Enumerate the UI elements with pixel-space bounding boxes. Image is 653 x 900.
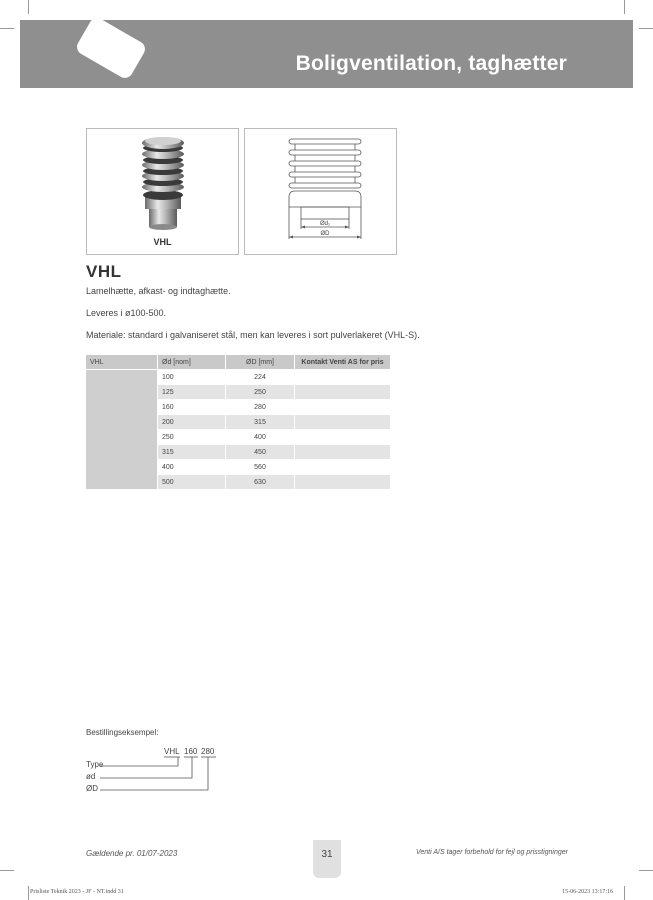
table-cell: 250 (226, 385, 295, 400)
table-cell (295, 445, 391, 460)
table-cell (295, 460, 391, 475)
header-tab-shape (74, 15, 148, 81)
order-example-title: Bestillingseksempel: (86, 728, 159, 737)
crop-mark (0, 28, 14, 29)
table-cell: 315 (226, 415, 295, 430)
technical-drawing (245, 129, 396, 254)
table-cell (295, 385, 391, 400)
footer-disclaimer: Venti A/S tager forbehold for fejl og prisstigninger (415, 849, 568, 856)
product-heading: VHL (86, 262, 122, 281)
header-band (20, 20, 633, 88)
product-description: Lamelhætte, afkast- og indtaghætte. (86, 286, 231, 296)
table-cell: 160 (158, 400, 226, 415)
drawing-label-outer: ØD (320, 231, 330, 237)
order-code-type: VHL (164, 747, 180, 756)
order-code-d: 160 (184, 747, 198, 756)
crop-mark (639, 870, 653, 871)
product-sizes: Leveres i ø100-500. (86, 308, 167, 318)
table-header-row (86, 355, 391, 370)
spec-table (86, 355, 391, 490)
footer-valid-date: Gældende pr. 01/07-2023 (86, 849, 178, 858)
table-header-price: Kontakt Venti AS for pris (295, 355, 391, 370)
table-cell: 250 (158, 430, 226, 445)
crop-mark (624, 0, 625, 14)
table-cell: 450 (226, 445, 295, 460)
table-cell: 400 (158, 460, 226, 475)
crop-mark (624, 886, 625, 900)
crop-mark (639, 28, 653, 29)
table-cell: 315 (158, 445, 226, 460)
table-cell: 630 (226, 475, 295, 490)
order-code-D: 280 (201, 747, 215, 756)
technical-drawing-frame (244, 128, 397, 255)
order-label-D: ØD (86, 784, 98, 793)
table-cell (295, 475, 391, 490)
product-material: Materiale: standard i galvaniseret stål, men kan leveres i sort pulverlakeret (VHL-S). (86, 330, 420, 340)
table-cell: 500 (158, 475, 226, 490)
table-cell: 280 (226, 400, 295, 415)
order-label-d: ød (86, 772, 96, 781)
table-header-d: Ød [nom] (158, 355, 226, 370)
crop-mark (28, 886, 29, 900)
table-cell (295, 400, 391, 415)
crop-mark (0, 870, 14, 871)
table-cell (295, 430, 391, 445)
table-cell: 100 (158, 370, 226, 385)
order-example-diagram (80, 740, 240, 800)
table-cell: 560 (226, 460, 295, 475)
product-photo (87, 129, 238, 239)
print-slug-date: 15-06-2023 13:17:16 (562, 889, 613, 895)
product-photo-frame (86, 128, 239, 255)
table-cell (295, 415, 391, 430)
page-number: 31 (321, 849, 333, 860)
crop-mark (28, 0, 29, 14)
table-cell: 200 (158, 415, 226, 430)
table-cell: 125 (158, 385, 226, 400)
drawing-label-inner: Ød₁ (319, 221, 331, 227)
order-label-type: Type (86, 760, 104, 769)
table-type-cell (86, 370, 158, 490)
print-slug-file: Prisliste Teknik 2023 - JF - NT.indd 31 (30, 889, 124, 895)
table-cell: 224 (226, 370, 295, 385)
table-header-D: ØD [mm] (226, 355, 295, 370)
page-title: Boligventilation, taghætter (295, 52, 567, 75)
table-type-header: VHL (86, 355, 158, 370)
table-cell (295, 370, 391, 385)
table-row (86, 370, 391, 385)
photo-label: VHL (153, 237, 172, 247)
table-cell: 400 (226, 430, 295, 445)
